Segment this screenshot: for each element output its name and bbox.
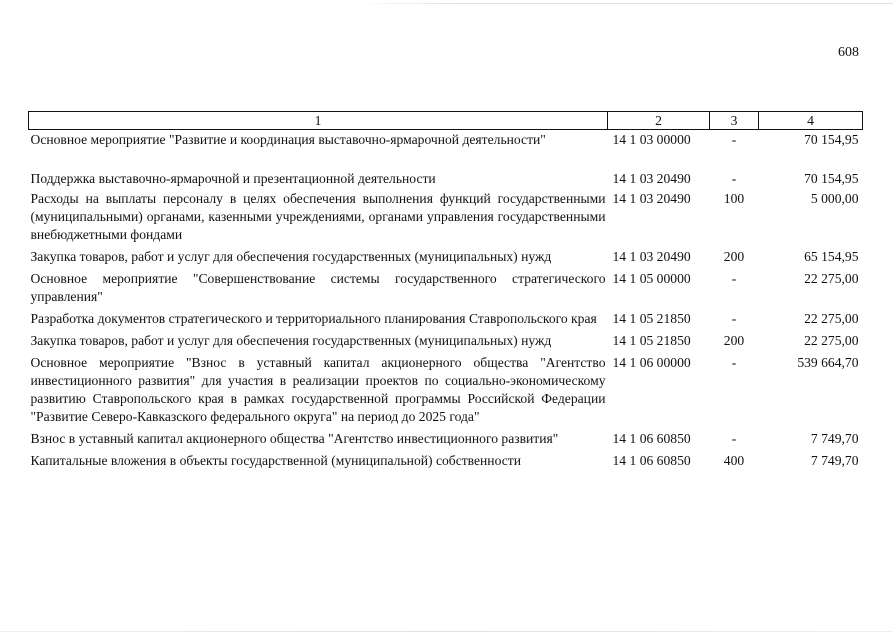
table-row: [29, 350, 863, 426]
table-row: [29, 244, 863, 266]
row-name: Основное мероприятие "Развитие и координация выставочно-ярмарочной деятельности": [30, 132, 546, 147]
row-code: 14 1 06 60850: [612, 453, 691, 468]
table-row: [29, 448, 863, 470]
row-expense-type: -: [731, 355, 737, 370]
row-expense-type: -: [731, 132, 737, 147]
table-row: [29, 130, 863, 169]
row-amount: 22 275,00: [804, 333, 859, 348]
row-name: Закупка товаров, работ и услуг для обеспечения государственных (муниципальных) нужд: [30, 333, 552, 348]
row-code: 14 1 03 20490: [612, 249, 691, 264]
row-expense-type: -: [731, 171, 737, 186]
row-amount: 65 154,95: [804, 249, 859, 264]
row-amount: 5 000,00: [810, 191, 859, 206]
row-name: Основное мероприятие "Совершенствование системы государственного стратегического управления": [30, 271, 606, 304]
row-name: Разработка документов стратегического и территориального планирования Ставропольского края: [30, 311, 597, 326]
row-code: 14 1 03 20490: [612, 171, 691, 186]
row-expense-type: 400: [723, 453, 745, 468]
row-code: 14 1 05 21850: [612, 333, 691, 348]
row-expense-type: -: [731, 431, 737, 446]
row-amount: 539 664,70: [797, 355, 859, 370]
header-row: [29, 112, 863, 130]
row-expense-type: 100: [723, 191, 745, 206]
column-header-2: 2: [608, 112, 710, 130]
row-amount: 70 154,95: [804, 171, 859, 186]
row-expense-type: -: [731, 311, 737, 326]
row-name: Расходы на выплаты персоналу в целях обеспечения выполнения функций государственными (муниципальными) органами, казенными учреждениями, органами управления государственными внебюджетными фондами: [30, 191, 606, 242]
table-row: [29, 426, 863, 448]
row-code: 14 1 03 00000: [612, 132, 691, 147]
row-code: 14 1 03 20490: [612, 191, 691, 206]
row-amount: 7 749,70: [810, 453, 859, 468]
row-expense-type: 200: [723, 249, 745, 264]
row-expense-type: 200: [723, 333, 745, 348]
row-name: Капитальные вложения в объекты государственной (муниципальной) собственности: [30, 453, 521, 468]
row-name: Закупка товаров, работ и услуг для обеспечения государственных (муниципальных) нужд: [30, 249, 552, 264]
column-header-4: 4: [759, 112, 863, 130]
table-row: [29, 306, 863, 328]
scan-edge-bottom: [0, 631, 893, 632]
row-name: Поддержка выставочно-ярмарочной и презентационной деятельности: [30, 171, 436, 186]
row-name: Взнос в уставный капитал акционерного общества "Агентство инвестиционного развития": [30, 431, 559, 446]
table-row: [29, 168, 863, 188]
page-number: 608: [838, 45, 859, 60]
column-header-3: 3: [710, 112, 759, 130]
scan-edge-top: [350, 3, 893, 4]
row-name: Основное мероприятие "Взнос в уставный капитал акционерного общества "Агентство инвестиционного развития" для участия в реализации проектов по социально-экономическому развитию Ставропольского края в рамках государственной программы Российской Федерации "Развитие Северо-Кавказского федерального округа" на период до 2025 года": [30, 355, 606, 424]
row-amount: 7 749,70: [810, 431, 859, 446]
table-row: [29, 266, 863, 306]
budget-table: [28, 111, 863, 470]
row-amount: 70 154,95: [804, 132, 859, 147]
row-code: 14 1 06 60850: [612, 431, 691, 446]
row-code: 14 1 05 00000: [612, 271, 691, 286]
table-row: [29, 188, 863, 244]
table-row: [29, 328, 863, 350]
row-code: 14 1 05 21850: [612, 311, 691, 326]
row-expense-type: -: [731, 271, 737, 286]
row-amount: 22 275,00: [804, 311, 859, 326]
row-code: 14 1 06 00000: [612, 355, 691, 370]
row-amount: 22 275,00: [804, 271, 859, 286]
column-header-1: 1: [29, 112, 608, 130]
